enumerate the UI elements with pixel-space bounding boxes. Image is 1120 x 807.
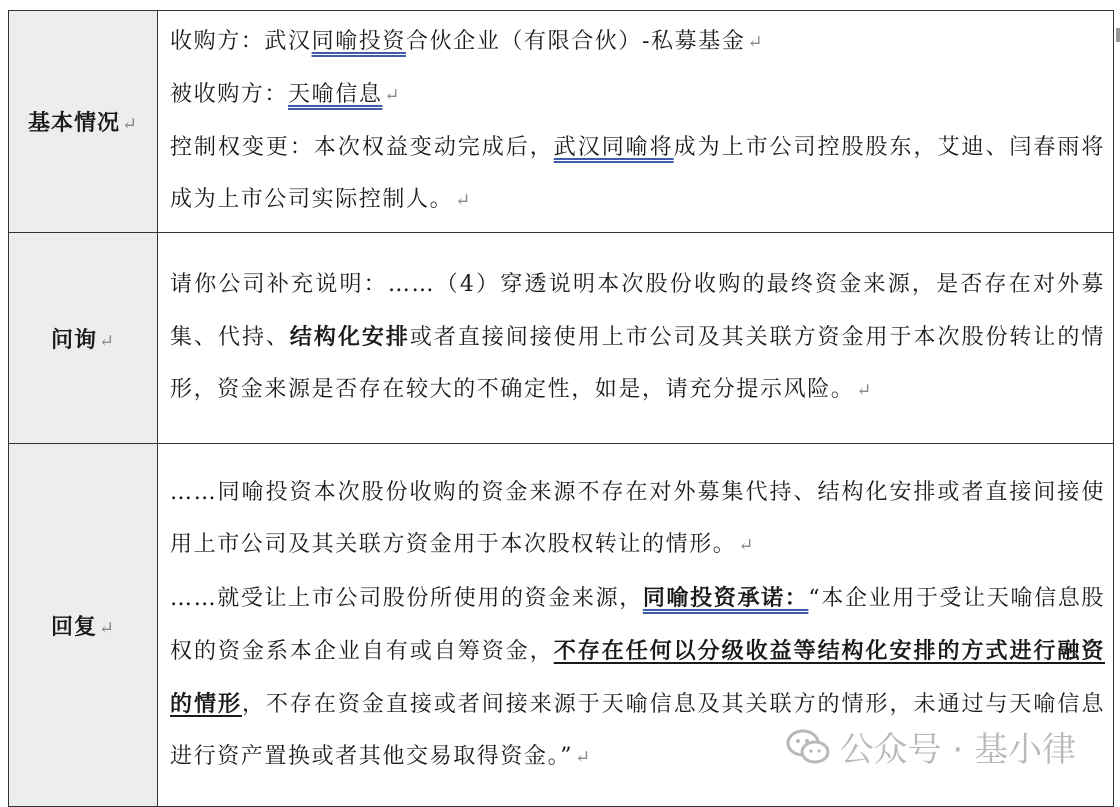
- table-row-basic-info: [9, 11, 1114, 233]
- return-mark: ↵: [121, 114, 139, 135]
- reply-text-2b: 本企业用于受让天喻信息股权的资金系本企业自有或自筹资金，: [170, 585, 1106, 664]
- control-name: 武汉同喻将: [553, 135, 674, 160]
- control-prefix: 控制权变更：本次权益变动完成后，: [170, 135, 554, 160]
- row-label-reply: [9, 444, 158, 807]
- acquirer-suffix: 合伙企业（有限合伙）-私募基金: [406, 29, 746, 54]
- target-prefix: 被收购方：: [170, 82, 289, 107]
- reply-commitment-label: 同喻投资承诺：: [642, 584, 809, 611]
- info-table: [8, 10, 1114, 807]
- control-line: [170, 122, 1105, 227]
- reply-paragraph-2: [170, 572, 1105, 784]
- row-label-text: 基本情况: [27, 110, 120, 136]
- row-label-inquiry: [9, 233, 158, 444]
- inquiry-paragraph: [170, 259, 1105, 417]
- row-label-text: 问询: [50, 326, 97, 353]
- row-label-basic-info: [9, 11, 158, 233]
- target-name: 天喻信息: [288, 82, 383, 107]
- return-mark: ↵: [98, 330, 116, 352]
- control-suffix: 成为上市公司控股股东，艾迪、闫春雨将成为上市公司实际控制人。: [170, 135, 1105, 212]
- return-mark: ↵: [98, 617, 116, 639]
- return-mark: ↵: [856, 380, 874, 401]
- table-row-inquiry: [9, 233, 1114, 444]
- return-mark: ↵: [747, 32, 765, 53]
- return-mark: ↵: [738, 534, 756, 556]
- inquiry-text-b: 或者直接间接使用上市公司及其关联方资金用于本次股份转让的情形，资金来源是否存在较大的不确定性，如是，请充分提示风险。: [170, 325, 1105, 402]
- row-label-text: 回复: [50, 613, 97, 640]
- return-mark: ↵: [384, 85, 402, 106]
- inquiry-bold: 结构化安排: [289, 324, 410, 350]
- reply-bold-underlined: 不存在任何以分级收益等结构化安排的方式进行融资的情形: [170, 637, 1105, 717]
- page-edge-marker: [1116, 28, 1120, 42]
- return-mark: ↵: [455, 190, 472, 211]
- reply-paragraph-1: [170, 467, 1105, 572]
- table-row-reply: [9, 444, 1114, 807]
- row-content-reply: [158, 444, 1114, 807]
- reply-text-2c: ，不存在资金直接或者间接来源于天喻信息及其关联方的情形，未通过与天喻信息进行资产置换或者其他交易取得资金。”: [170, 691, 1105, 769]
- return-mark: ↵: [575, 746, 592, 768]
- acquirer-name: 同喻投资: [311, 29, 407, 54]
- target-line: [170, 69, 1105, 122]
- reply-text-2a: ……就受让上市公司股份所使用的资金来源，: [170, 585, 643, 611]
- reply-text-1: ……同喻投资本次股份收购的资金来源不存在对外募集代持、结构化安排或者直接间接使用上市公司及其关联方资金用于本次股权转让的情形。: [170, 479, 1105, 557]
- acquirer-prefix: 收购方：武汉: [170, 29, 312, 54]
- reply-open-quote: “: [808, 585, 822, 611]
- row-content-inquiry: [158, 233, 1114, 444]
- row-content-basic-info: [158, 11, 1114, 233]
- watermark-text: 公众号 · 基小律: [839, 730, 1076, 770]
- acquirer-line: [170, 16, 1105, 69]
- inquiry-text-a: 请你公司补充说明：……（4）穿透说明本次股份收购的最终资金来源，是否存在对外募集、代持、: [170, 272, 1105, 350]
